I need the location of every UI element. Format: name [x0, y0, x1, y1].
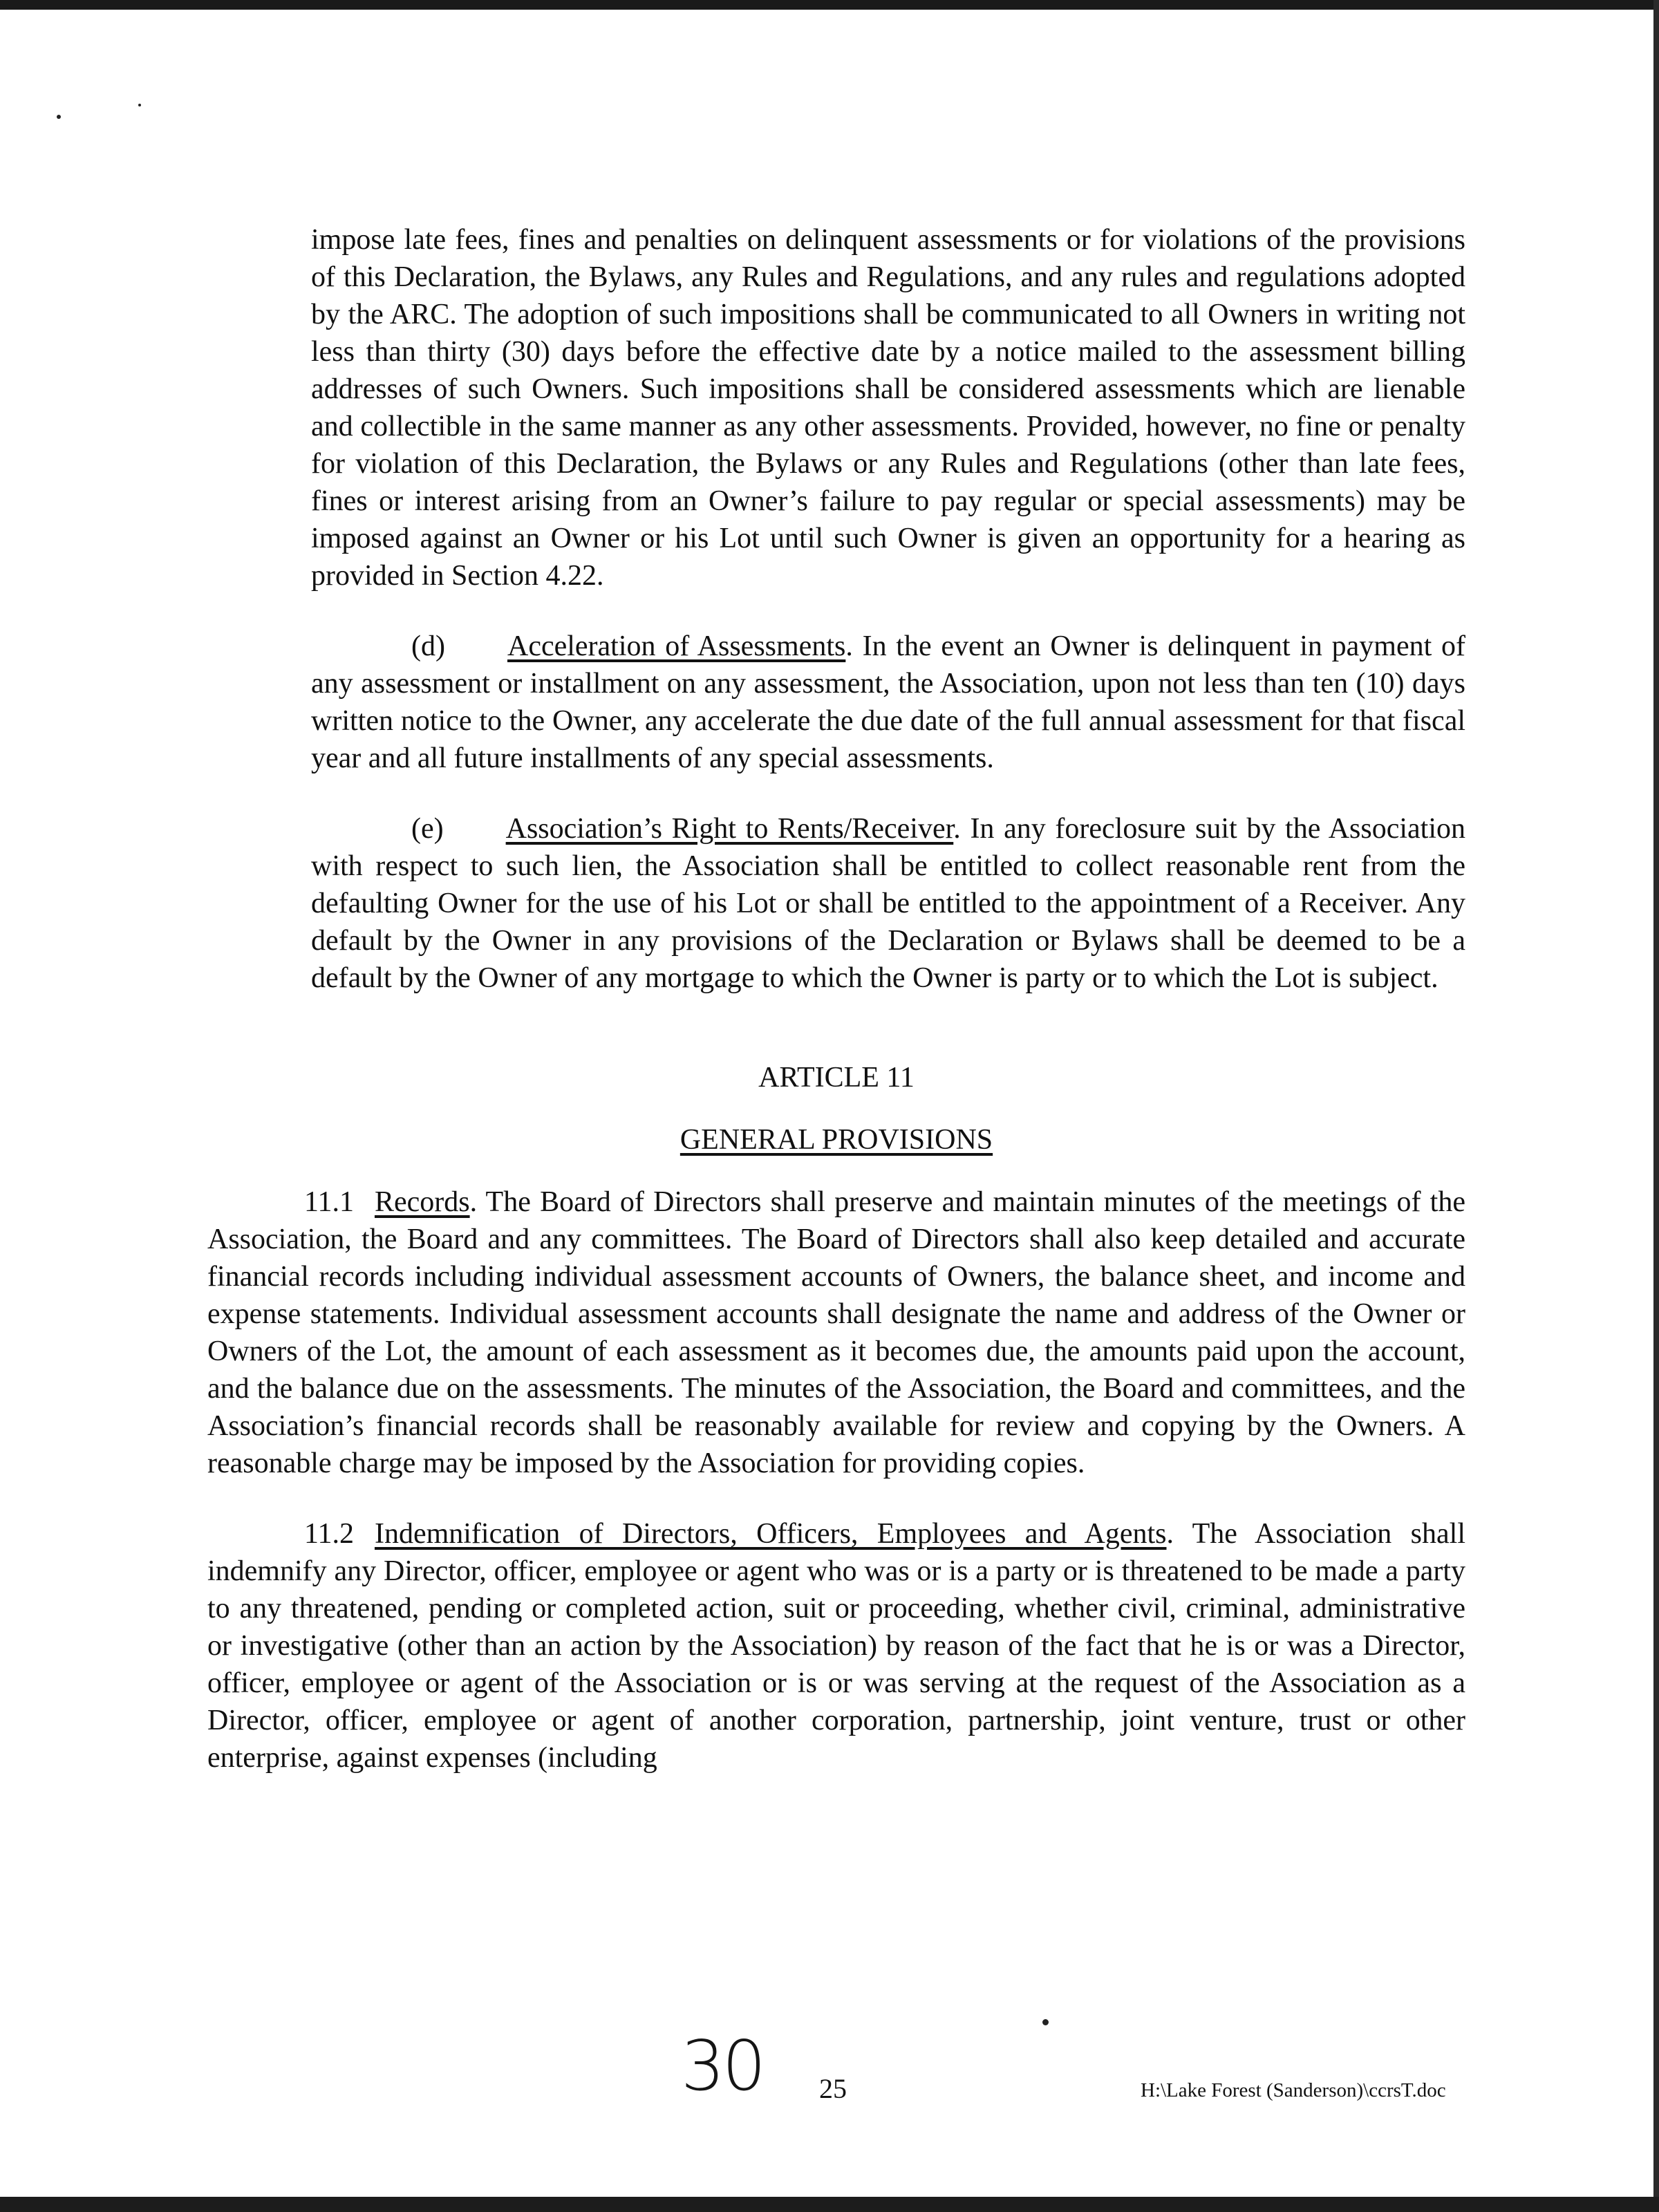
scan-speck [1042, 2019, 1049, 2025]
article-heading: ARTICLE 11 [758, 1062, 915, 1094]
subsection-block [207, 221, 1465, 997]
section-heading-wrap [207, 1121, 1465, 1159]
paragraph-label: (e) [411, 813, 444, 845]
section-title: Records [374, 1186, 470, 1218]
paragraph-title: Acceleration of Assessments [507, 630, 846, 662]
section-title: Indemnification of Directors, Officers, Employees and Agents [374, 1518, 1167, 1550]
section-11-1 [207, 1183, 1465, 1482]
paragraph-d [311, 628, 1465, 777]
section-11-2 [207, 1515, 1465, 1777]
paragraph-body: . In the event an Owner is delinquent in payment of any assessment or installment on any assessment, the Association, upon not less than ten (10) days written notice to the Owner, any accelerate the due date of the full annual assessment for that fiscal year and all future installments of any special assessments. [311, 630, 1465, 774]
file-path: H:\Lake Forest (Sanderson)\ccrsT.doc [1141, 2079, 1446, 2101]
section-heading: GENERAL PROVISIONS [679, 1124, 993, 1156]
paragraph-e [311, 810, 1465, 997]
section-body: . The Board of Directors shall preserve and maintain minutes of the meetings of the Association, the Board and any committees. The Board of Directors shall also keep detailed and accurate financial records including individual assessment accounts of Owners, the balance sheet, and income and expense statements. Individual assessment accounts shall designate the name and address of the Owner or Owners of the Lot, the amount of each assessment as it becomes due, the amounts paid upon the account, and the balance due on the assessments. The minutes of the Association, the Board and committees, and the Association’s financial records shall be reasonably available for review and copying by the Owners. A reasonable charge may be imposed by the Association for providing copies. [207, 1186, 1465, 1479]
paragraph-body: . In any foreclosure suit by the Association with respect to such lien, the Association shall be entitled to collect reasonable rent from the defaulting Owner for the use of his Lot or shall be entitled to the appointment of a Receiver. Any default by the Owner in any provisions of the Declaration or Bylaws shall be deemed to be a default by the Owner of any mortgage to which the Owner is party or to which the Lot is subject. [311, 813, 1466, 994]
scan-speck [57, 115, 61, 119]
general-provisions [207, 1183, 1465, 1777]
scan-border-bottom [0, 2197, 1659, 2212]
paragraph-title: Association’s Right to Rents/Receiver [505, 813, 954, 845]
scan-speck [138, 104, 141, 106]
section-number: 11.2 [304, 1518, 354, 1550]
document-body [207, 221, 1465, 1810]
section-number: 11.1 [304, 1186, 354, 1218]
section-body: . The Association shall indemnify any Director, officer, employee or agent who was or is a party or is threatened to be made a party to any threatened, pending or completed action, suit or proceeding, whether civil, criminal, administrative or investigative (other than an action by the Association) by reason of the fact that he is or was a Director, officer, employee or agent of the Association or is or was serving at the request of the Association as a Director, officer, employee or agent of another corporation, partnership, joint venture, trust or other enterprise, against expenses (including [207, 1518, 1465, 1774]
scan-border-top [0, 0, 1659, 10]
page-number: 25 [819, 2073, 847, 2104]
handwritten-page-number: 30 [681, 2025, 764, 2106]
paragraph-label: (d) [411, 630, 445, 662]
scan-border-right [1653, 0, 1659, 2212]
continuation-paragraph: impose late fees, fines and penalties on delinquent assessments or for violations of the provisions of this Declaration, the Bylaws, any Rules and Regulations, and any rules and regulations adopted by the ARC. The adoption of such impositions shall be communicated to all Owners in writing not less than thirty (30) days before the effective date by a notice mailed to the assessment billing addresses of such Owners. Such impositions shall be considered assessments which are lienable and collectible in the same manner as any other assessments. Provided, however, no fine or penalty for violation of this Declaration, the Bylaws or any Rules and Regulations (other than late fees, fines or interest arising from an Owner’s failure to pay regular or special assessments) may be imposed against an Owner or his Lot until such Owner is given an opportunity for a hearing as provided in Section 4.22. [311, 224, 1465, 592]
